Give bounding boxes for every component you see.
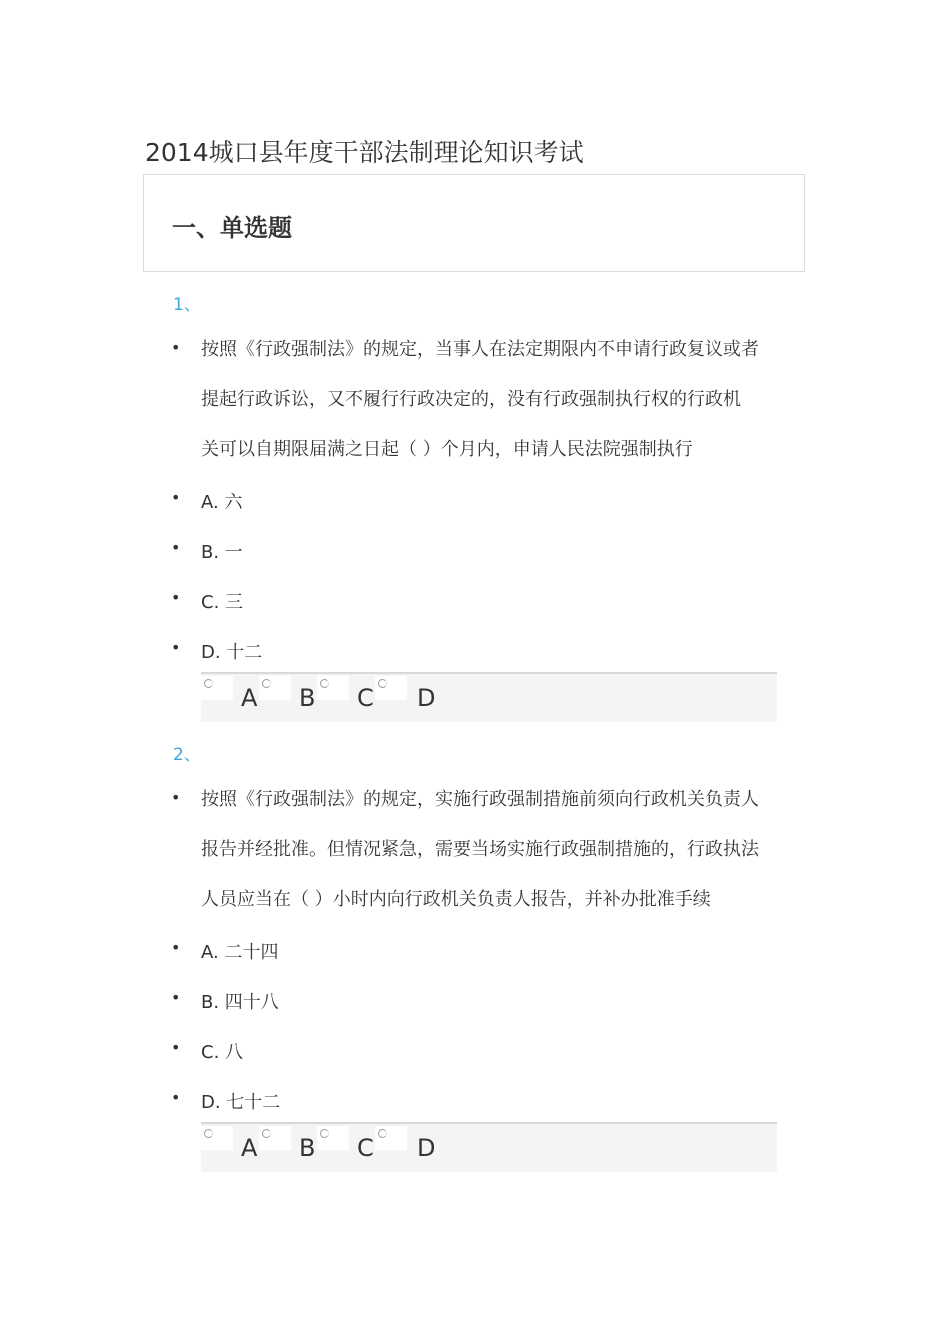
- radio-button-icon[interactable]: [378, 1129, 387, 1138]
- option-b: • B. 四十八: [201, 988, 279, 1014]
- radio-button-icon[interactable]: [378, 679, 387, 688]
- choice-label[interactable]: C: [357, 684, 374, 712]
- question-number: 1、: [173, 295, 201, 315]
- radio-button-icon[interactable]: [320, 679, 329, 688]
- stem-line: • 按照《行政强制法》的规定，实施行政强制措施前须向行政机关负责人: [201, 789, 759, 810]
- choice-label[interactable]: C: [357, 1134, 374, 1162]
- choice-label[interactable]: D: [417, 1134, 436, 1162]
- stem-line: 人员应当在（ ）小时内向行政机关负责人报告，并补办批准手续: [201, 889, 711, 910]
- page-title: 2014城口县年度干部法制理论知识考试: [145, 138, 584, 167]
- choice-label[interactable]: B: [299, 1134, 316, 1162]
- radio-cell[interactable]: [259, 676, 291, 700]
- radio-cell[interactable]: [375, 1126, 407, 1150]
- option-c: • C. 八: [201, 1038, 243, 1064]
- section-header-box: [143, 174, 805, 272]
- radio-button-icon[interactable]: [262, 679, 271, 688]
- radio-cell[interactable]: [375, 676, 407, 700]
- radio-button-icon[interactable]: [204, 679, 213, 688]
- radio-button-icon[interactable]: [262, 1129, 271, 1138]
- question-stem: [201, 338, 759, 488]
- option-b: • B. 一: [201, 538, 243, 564]
- radio-cell[interactable]: [201, 676, 233, 700]
- choice-label[interactable]: A: [241, 1134, 258, 1162]
- radio-cell[interactable]: [259, 1126, 291, 1150]
- option-a: • A. 二十四: [201, 938, 278, 964]
- option-c: • C. 三: [201, 588, 243, 614]
- choice-label[interactable]: B: [299, 684, 316, 712]
- option-d: • D. 十二: [201, 638, 262, 664]
- answer-bar: [201, 672, 777, 722]
- answer-bar: [201, 1122, 777, 1172]
- choice-label[interactable]: A: [241, 684, 258, 712]
- option-d: • D. 七十二: [201, 1088, 280, 1114]
- question-stem: [201, 788, 759, 938]
- stem-line: 提起行政诉讼，又不履行行政决定的，没有行政强制执行权的行政机: [201, 389, 741, 410]
- stem-line: 报告并经批准。但情况紧急，需要当场实施行政强制措施的，行政执法: [201, 839, 759, 860]
- question-number: 2、: [173, 745, 201, 765]
- radio-button-icon[interactable]: [320, 1129, 329, 1138]
- option-a: • A. 六: [201, 488, 242, 514]
- section-heading: 一、单选题: [172, 214, 292, 242]
- radio-cell[interactable]: [201, 1126, 233, 1150]
- stem-line: 关可以自期限届满之日起（ ）个月内，申请人民法院强制执行: [201, 439, 693, 460]
- choice-label[interactable]: D: [417, 684, 436, 712]
- radio-cell[interactable]: [317, 1126, 349, 1150]
- radio-cell[interactable]: [317, 676, 349, 700]
- radio-button-icon[interactable]: [204, 1129, 213, 1138]
- stem-line: • 按照《行政强制法》的规定，当事人在法定期限内不申请行政复议或者: [201, 339, 759, 360]
